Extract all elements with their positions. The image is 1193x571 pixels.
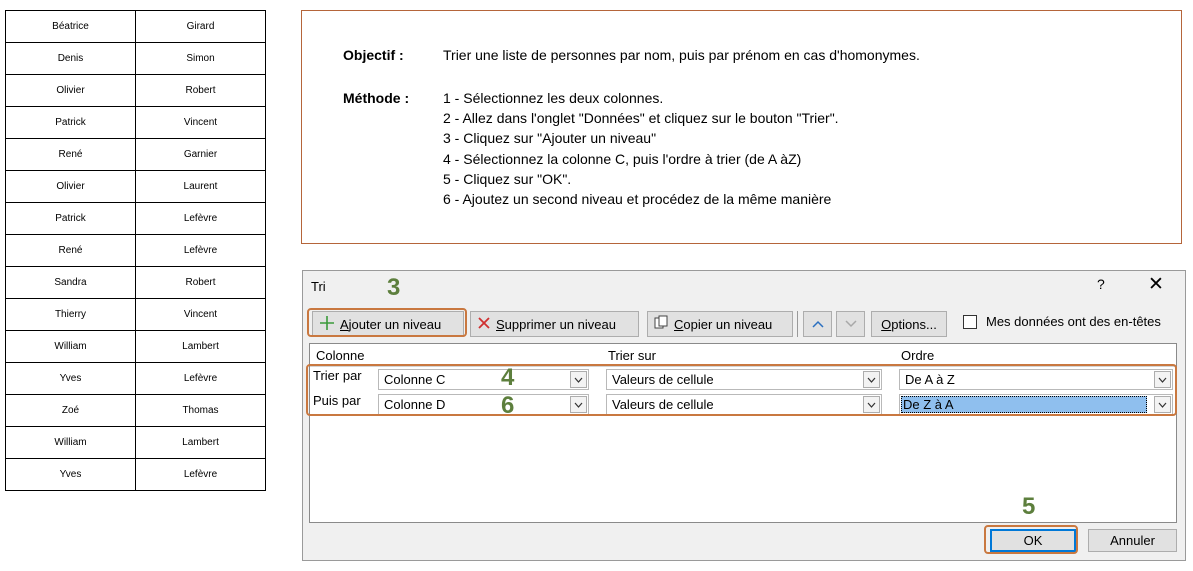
toolbar-separator — [797, 311, 798, 337]
method-step: 6 - Ajoutez un second niveau et procédez de la même manière — [443, 191, 832, 207]
step-marker-6: 6 — [501, 392, 515, 419]
last-name-cell: Garnier — [136, 139, 266, 171]
method-step: 4 - Sélectionnez la colonne C, puis l'ordre à trier (de A àZ) — [443, 151, 802, 167]
first-name-cell: Yves — [6, 459, 136, 491]
table-row — [6, 331, 266, 363]
add-level-label: Ajouter un niveau — [340, 316, 442, 332]
copy-level-button[interactable] — [647, 311, 793, 337]
table-row — [6, 107, 266, 139]
table-row — [6, 459, 266, 491]
order-header: Ordre — [901, 348, 935, 363]
headers-checkbox-label: Mes données ont des en-têtes — [986, 314, 1161, 329]
method-step: 1 - Sélectionnez les deux colonnes. — [443, 90, 664, 106]
headers-checkbox-row[interactable] — [963, 314, 1161, 329]
help-button[interactable]: ? — [1097, 276, 1105, 292]
last-name-cell: Lambert — [136, 331, 266, 363]
table-row — [6, 11, 266, 43]
level-label: Trier par — [313, 368, 362, 383]
method-label: Méthode : — [343, 90, 410, 106]
ok-button[interactable]: OK — [990, 529, 1076, 552]
step-marker-4: 4 — [501, 364, 515, 391]
options-button[interactable]: O ptions... — [871, 311, 947, 337]
first-name-cell: Patrick — [6, 203, 136, 235]
first-name-cell: Thierry — [6, 299, 136, 331]
copy-icon — [654, 315, 669, 333]
last-name-cell: Lefèvre — [136, 203, 266, 235]
close-button[interactable]: ✕ — [1148, 274, 1164, 295]
table-row — [6, 43, 266, 75]
sort-on-value: Valeurs de cellule — [612, 397, 714, 412]
table-row — [6, 203, 266, 235]
red-x-icon — [477, 316, 491, 333]
copy-level-label: Copier un niveau — [674, 316, 773, 332]
table-row — [6, 235, 266, 267]
table-row — [6, 171, 266, 203]
sort-column-value: Colonne C — [384, 372, 446, 387]
first-name-cell: Zoé — [6, 395, 136, 427]
dialog-title: Tri — [311, 279, 326, 294]
level-label: Puis par — [313, 393, 361, 408]
table-row — [6, 75, 266, 107]
first-name-cell: Patrick — [6, 107, 136, 139]
highlight-sort-levels — [306, 364, 1177, 416]
headers-checkbox[interactable] — [963, 315, 977, 329]
last-name-cell: Lefèvre — [136, 235, 266, 267]
first-name-cell: Olivier — [6, 75, 136, 107]
first-name-cell: William — [6, 427, 136, 459]
method-step: 2 - Allez dans l'onglet "Données" et cliquez sur le bouton "Trier". — [443, 110, 839, 126]
sort-on-header: Trier sur — [608, 348, 656, 363]
last-name-cell: Simon — [136, 43, 266, 75]
objective-label: Objectif : — [343, 47, 404, 63]
table-row — [6, 299, 266, 331]
table-row — [6, 427, 266, 459]
chevron-down-icon — [845, 315, 857, 333]
chevron-up-icon — [812, 315, 824, 333]
sort-column-value: Colonne D — [384, 397, 446, 412]
names-table-body — [6, 11, 266, 491]
move-down-button[interactable] — [836, 311, 865, 337]
first-name-cell: Sandra — [6, 267, 136, 299]
last-name-cell: Vincent — [136, 107, 266, 139]
method-step: 3 - Cliquez sur "Ajouter un niveau" — [443, 130, 657, 146]
objective-text: Trier une liste de personnes par nom, puis par prénom en cas d'homonymes. — [443, 47, 920, 63]
delete-level-button[interactable] — [470, 311, 639, 337]
last-name-cell: Thomas — [136, 395, 266, 427]
instructions-box — [301, 10, 1182, 244]
first-name-cell: René — [6, 139, 136, 171]
cancel-button[interactable]: Annuler — [1088, 529, 1177, 552]
move-up-button[interactable] — [803, 311, 832, 337]
step-marker-5: 5 — [1022, 493, 1036, 520]
table-row — [6, 267, 266, 299]
first-name-cell: Béatrice — [6, 11, 136, 43]
sort-order-value: De Z à A — [901, 396, 1147, 413]
table-row — [6, 363, 266, 395]
table-row — [6, 139, 266, 171]
table-row — [6, 395, 266, 427]
column-header: Colonne — [316, 348, 365, 363]
last-name-cell: Girard — [136, 11, 266, 43]
first-name-cell: Olivier — [6, 171, 136, 203]
last-name-cell: Lambert — [136, 427, 266, 459]
last-name-cell: Lefèvre — [136, 459, 266, 491]
last-name-cell: Robert — [136, 75, 266, 107]
sort-on-value: Valeurs de cellule — [612, 372, 714, 387]
first-name-cell: Yves — [6, 363, 136, 395]
first-name-cell: William — [6, 331, 136, 363]
highlight-add-level — [307, 308, 467, 337]
last-name-cell: Laurent — [136, 171, 266, 203]
names-table — [5, 10, 266, 491]
first-name-cell: René — [6, 235, 136, 267]
last-name-cell: Vincent — [136, 299, 266, 331]
method-step: 5 - Cliquez sur "OK". — [443, 171, 572, 187]
first-name-cell: Denis — [6, 43, 136, 75]
delete-level-label: Supprimer un niveau — [496, 316, 616, 332]
last-name-cell: Robert — [136, 267, 266, 299]
last-name-cell: Lefèvre — [136, 363, 266, 395]
highlight-ok — [984, 525, 1078, 554]
step-marker-3: 3 — [387, 274, 401, 301]
sort-order-value: De A à Z — [905, 372, 955, 387]
